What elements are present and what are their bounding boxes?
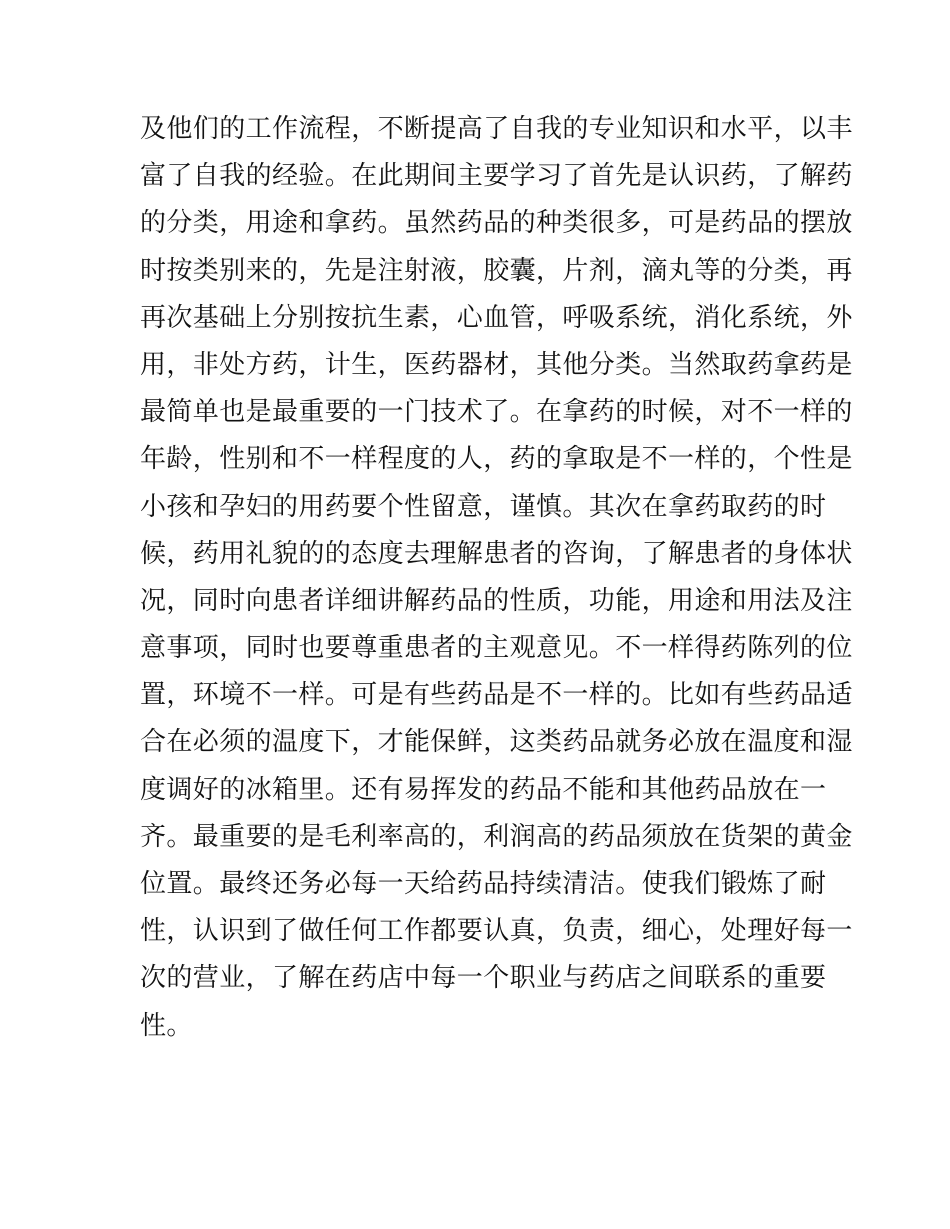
- text-line: 富了自我的经验。在此期间主要学习了首先是认识药，了解药: [140, 161, 853, 192]
- text-line: 最简单也是最重要的一门技术了。在拿药的时候，对不一样的: [140, 397, 853, 428]
- text-line: 小孩和孕妇的用药要个性留意，谨慎。其次在拿药取药的时: [140, 491, 827, 522]
- text-line: 用，非处方药，计生，医药器材，其他分类。当然取药拿药是: [140, 349, 853, 380]
- text-line: 性。: [140, 1010, 193, 1041]
- text-line: 度调好的冰箱里。还有易挥发的药品不能和其他药品放在一: [140, 774, 827, 805]
- text-line: 况，同时向患者详细讲解药品的性质，功能，用途和用法及注: [140, 585, 853, 616]
- text-line: 性，认识到了做任何工作都要认真，负责，细心，处理好每一: [140, 916, 853, 947]
- body-paragraph: [140, 106, 853, 1050]
- text-line: 置，环境不一样。可是有些药品是不一样的。比如有些药品适: [140, 680, 853, 711]
- text-line: 的分类，用途和拿药。虽然药品的种类很多，可是药品的摆放: [140, 208, 853, 239]
- text-line: 年龄，性别和不一样程度的人，药的拿取是不一样的，个性是: [140, 444, 853, 475]
- text-line: 齐。最重要的是毛利率高的，利润高的药品须放在货架的黄金: [140, 821, 853, 852]
- text-line: 时按类别来的，先是注射液，胶囊，片剂，滴丸等的分类，再: [140, 255, 853, 286]
- text-line: 及他们的工作流程，不断提高了自我的专业知识和水平，以丰: [140, 114, 853, 144]
- text-line: 再次基础上分别按抗生素，心血管，呼吸系统，消化系统，外: [140, 302, 853, 333]
- text-line: 候，药用礼貌的的态度去理解患者的咨询，了解患者的身体状: [140, 538, 853, 569]
- text-line: 意事项，同时也要尊重患者的主观意见。不一样得药陈列的位: [140, 633, 853, 664]
- text-line: 位置。最终还务必每一天给药品持续清洁。使我们锻炼了耐: [140, 869, 827, 899]
- text-line: 次的营业，了解在药店中每一个职业与药店之间联系的重要: [140, 963, 827, 994]
- text-line: 合在必须的温度下，才能保鲜，这类药品就务必放在温度和湿: [140, 727, 853, 758]
